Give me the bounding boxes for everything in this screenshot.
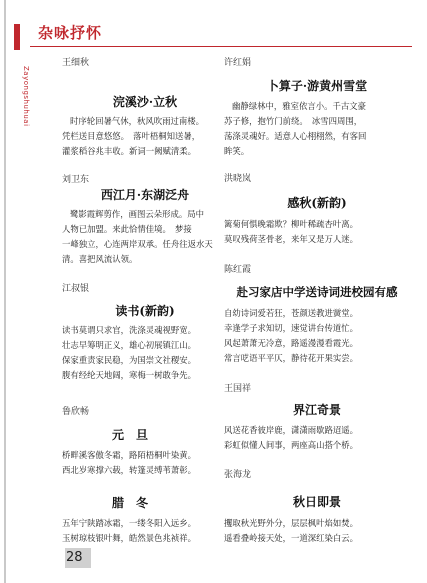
- poem-author: 许红娟: [224, 58, 252, 68]
- poem-line: 莫叹残荷茎骨老，来年又是万人迷。: [224, 234, 358, 244]
- poem-line: 灌浆稻谷兆丰收。新词一阙赋清柔。: [62, 146, 196, 156]
- poem-line: 壮志早筹明正义，雄心初展镇江山。: [62, 340, 196, 350]
- poem-line: 人物已加盟。来此恰情佳境。 梦接: [62, 224, 192, 234]
- poem-line: 遥看叠岭接天处，一道深红染白云。: [224, 533, 358, 543]
- poem-title: 浣溪沙·立秋: [112, 95, 178, 109]
- poem-title: 秋日即景: [292, 495, 341, 509]
- poem-title: 腊 冬: [111, 496, 148, 510]
- poem-line: 幸逢学子求知切，速觉讲台传道忙。: [224, 323, 358, 333]
- poem-line: 眸笑。: [224, 146, 250, 156]
- poem-line: 桥畔溪客傲冬霜，路陌梧桐叶染黄。: [62, 450, 196, 460]
- page-margin: [0, 0, 20, 583]
- poem-line: 彩虹似懂人间事，两座高山搭个桥。: [224, 440, 358, 450]
- poem-title: 赴习家店中学送诗词进校园有感: [236, 285, 398, 299]
- poem-line: 苏子修，抱竹门前绕。 冰雪四周围，: [224, 116, 363, 126]
- poem-author: 洪晓岚: [224, 174, 252, 184]
- poem-line: 玉树琼枝银叶舞，皓然景色兆祯祥。: [62, 533, 196, 543]
- poem-line: 时序轮回暑气休，秋风吹雨过南楼。: [70, 116, 204, 126]
- poem-line: 常言呓语平平仄，静待花开果实尝。: [224, 353, 358, 363]
- poem-line: 自幼诗词爱若狂，苍颜送教进黉堂。: [224, 308, 358, 318]
- poem-line: 篱菊何惧晚霜欺？柳叶稀疏杏叶离。: [224, 219, 358, 229]
- header-rule: [30, 46, 412, 47]
- poem-line: 五年宁陕踏冰霜，一缕冬阳入远乡。: [62, 518, 196, 528]
- poem-title: 卜算子·游黄州雪堂: [266, 79, 368, 93]
- poem-author: 陈红霞: [224, 265, 252, 275]
- poem-author: 鲁欣畅: [62, 407, 90, 417]
- header-marker: [14, 24, 20, 50]
- poem-line: 荡涤灵魂好。适意人心栩栩然，有客回: [224, 131, 367, 141]
- poem-title: 读书(新韵): [115, 304, 175, 318]
- poem-line: 幽静绿林中，雅室依言小。千古文豪: [232, 101, 366, 111]
- poem-author: 王细秋: [62, 58, 90, 68]
- poem-title: 感秋(新韵): [287, 196, 347, 210]
- poem-line: 西北岁寒撑六载，转篷灵缚苇萧彰。: [62, 465, 196, 475]
- section-side-label: Zayongshuhuai: [22, 66, 30, 127]
- poem-author: 张海龙: [224, 470, 252, 480]
- poem-line: 风起萧萧无冷意，路遥漫漫看霞光。: [224, 338, 358, 348]
- poem-title: 西江月·东湖泛舟: [100, 188, 190, 202]
- poem-title: 元 旦: [111, 428, 148, 442]
- poem-line: 风送花香彼岸鹿，潇潇雨歇路迢遥。: [224, 425, 358, 435]
- poem-author: 江叔银: [62, 284, 90, 294]
- poem-line: 清。喜把风流认领。: [62, 254, 138, 264]
- poem-line: 保家重责家民稳，为国崇文社稷安。: [62, 355, 196, 365]
- poem-line: 鹭影霞辉剪作，画图云朵形成。局中: [70, 209, 204, 219]
- poem-author: 王国祥: [224, 384, 252, 394]
- poem-line: 腹有经纶天地阔，寒梅一树敢争先。: [62, 370, 196, 380]
- poem-line: 凭栏送目意悠悠。 落叶梧桐知送暑，: [62, 131, 201, 141]
- poem-line: 读书莫谓只求官，洗涤灵魂视野宽。: [62, 325, 196, 335]
- poem-line: 攫取秋光野外分，层层枫叶焰如焚。: [224, 518, 358, 528]
- poem-author: 刘卫东: [62, 175, 90, 185]
- page-number: 28: [66, 550, 83, 565]
- poem-line: 一峰独立，心连两岸双承。任舟往返水天: [62, 239, 213, 249]
- section-title: 杂咏抒怀: [38, 24, 103, 42]
- poem-title: 界江奇景: [292, 403, 341, 417]
- margin-rule: [4, 0, 6, 583]
